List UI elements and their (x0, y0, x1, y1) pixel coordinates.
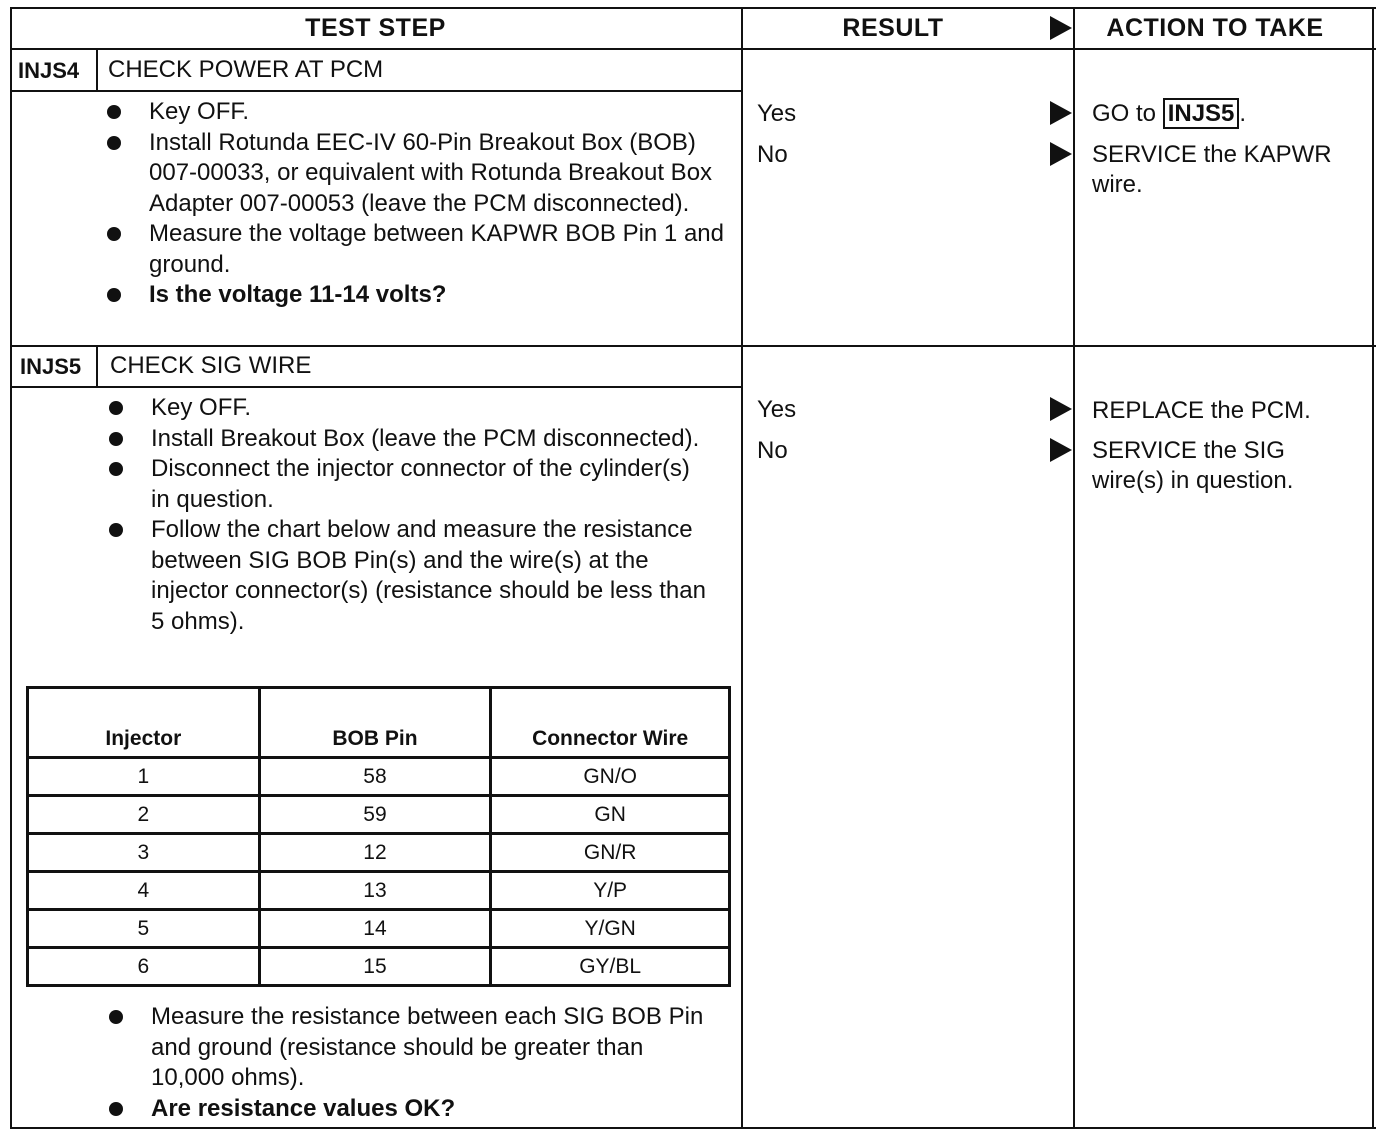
border-right (1372, 7, 1374, 1129)
bullet-icon (109, 432, 123, 446)
action-text: REPLACE the PCM. (1092, 397, 1311, 424)
border-bottom (10, 1127, 1376, 1129)
arrow-icon (1050, 142, 1072, 166)
header-test-step: TEST STEP (305, 13, 446, 42)
table-row (28, 872, 730, 910)
table-header: Injector (28, 688, 260, 758)
table-cell: 59 (259, 796, 491, 834)
step-title: CHECK SIG WIRE (110, 352, 312, 379)
list-item: Install Rotunda EEC-IV 60-Pin Breakout Box (BOB) 007-00033, or equivalent with Rotunda Breakout Box Adapter 007-00053 (leave the PCM disconnected). (149, 128, 729, 220)
list-item: Install Breakout Box (leave the PCM disconnected). (151, 424, 711, 455)
injs5-bullet-list (151, 393, 711, 637)
table-cell: 12 (259, 834, 491, 872)
list-item: Key OFF. (151, 393, 711, 424)
list-item: Is the voltage 11-14 volts? (149, 280, 729, 311)
table-row (28, 948, 730, 986)
result-yes: Yes (757, 396, 797, 423)
table-header: BOB Pin (259, 688, 491, 758)
step-reference-link[interactable]: INJS5 (1163, 98, 1240, 129)
table-cell: 58 (259, 758, 491, 796)
table-cell: GN (491, 796, 730, 834)
step-id: INJS4 (18, 58, 80, 83)
result-no: No (757, 141, 788, 168)
action-text: SERVICE the KAPWR wire. (1092, 141, 1332, 198)
header-action: ACTION TO TAKE (1106, 13, 1324, 42)
header-bottom-line (10, 48, 1376, 50)
injs4-title-line (10, 90, 743, 92)
bullet-icon (107, 288, 121, 302)
table-cell: 1 (28, 758, 260, 796)
injs5-title-line (10, 386, 743, 388)
injs4-id-divider (96, 48, 98, 90)
bullet-icon (107, 227, 121, 241)
bullet-icon (107, 136, 121, 150)
injs5-bullet-list-after (151, 1002, 711, 1124)
bullet-icon (107, 105, 121, 119)
table-cell: Y/P (491, 872, 730, 910)
row-divider (10, 345, 1376, 347)
result-no: No (757, 437, 788, 464)
table-cell: 5 (28, 910, 260, 948)
table-row (28, 910, 730, 948)
col-divider-1 (741, 7, 743, 1129)
table-row (28, 834, 730, 872)
list-item: Measure the resistance between each SIG BOB Pin and ground (resistance should be greater than 10,000 ohms). (151, 1002, 711, 1094)
header-result: RESULT (842, 13, 944, 42)
table-cell: 6 (28, 948, 260, 986)
injs4-bullet-list (149, 97, 729, 311)
table-cell: Y/GN (491, 910, 730, 948)
table-header: Connector Wire (491, 688, 730, 758)
step-title: CHECK POWER AT PCM (108, 56, 384, 83)
action-text: SERVICE the SIG wire(s) in question. (1092, 437, 1294, 494)
step-id: INJS5 (20, 354, 82, 379)
injector-table (26, 686, 731, 987)
table-header-row (28, 688, 730, 758)
table-cell: 14 (259, 910, 491, 948)
arrow-icon (1050, 101, 1072, 125)
table-cell: GY/BL (491, 948, 730, 986)
result-yes: Yes (757, 100, 797, 127)
list-item: Are resistance values OK? (151, 1094, 711, 1125)
list-item: Key OFF. (149, 97, 729, 128)
list-item: Measure the voltage between KAPWR BOB Pin 1 and ground. (149, 219, 729, 280)
bullet-icon (109, 1010, 123, 1024)
border-left (10, 7, 12, 1129)
list-item: Follow the chart below and measure the resistance between SIG BOB Pin(s) and the wire(s) at the injector connector(s) (resistance should be less than 5 ohms). (151, 515, 711, 637)
bullet-icon (109, 523, 123, 537)
table-row (28, 796, 730, 834)
list-item: Disconnect the injector connector of the cylinder(s) in question. (151, 454, 711, 515)
table-cell: 4 (28, 872, 260, 910)
header-arrow-icon (1050, 16, 1072, 40)
table-row (28, 758, 730, 796)
table-cell: GN/O (491, 758, 730, 796)
injs5-id-divider (96, 345, 98, 386)
table-cell: 3 (28, 834, 260, 872)
bullet-icon (109, 401, 123, 415)
bullet-icon (109, 462, 123, 476)
col-divider-2 (1073, 7, 1075, 1129)
table-cell: 2 (28, 796, 260, 834)
arrow-icon (1050, 397, 1072, 421)
table-cell: GN/R (491, 834, 730, 872)
table-cell: 13 (259, 872, 491, 910)
action-text: GO to INJS5 . (1092, 100, 1247, 127)
arrow-icon (1050, 438, 1072, 462)
table-cell: 15 (259, 948, 491, 986)
bullet-icon (109, 1102, 123, 1116)
